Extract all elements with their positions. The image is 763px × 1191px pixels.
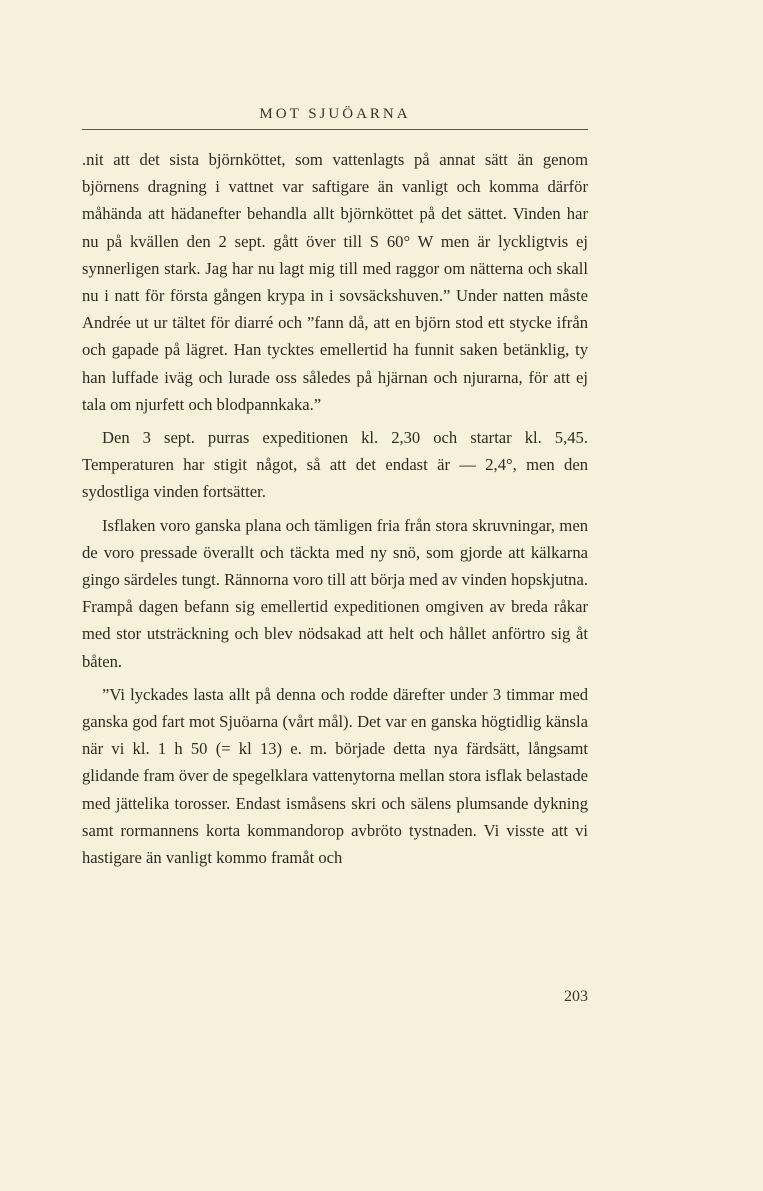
paragraph: Den 3 sept. purras expeditionen kl. 2,30 och startar kl. 5,45. Temperaturen har stigit något, så att det endast är — 2,4°, men den sydostliga vinden fortsätter. [82,428,588,502]
paragraph: Isflaken voro ganska plana och tämligen fria från stora skruvningar, men de voro pressade överallt och täckta med ny snö, som gjorde att kälkarna gingo särdeles tungt. Rännorna voro till att börja med av vinden hopskjutna. Frampå dagen befann sig emellertid expeditionen omgiven av breda råkar med stor utsträckning och blev nödsakad att helt och hållet anförtro sig åt båten. [82,515,588,671]
body-text [82,146,588,877]
running-head: MOT SJUÖARNA [259,106,411,122]
paragraph: ”Vi lyckades lasta allt på denna och rodde därefter under 3 timmar med ganska god fart mot Sjuöarna (vårt mål). Det var en ganska högtidlig känsla när vi kl. 1 h 50 (= kl 13) e. m. började detta nya färdsätt, långsamt glidande fram över de spegelklara vattenytorna mellan stora isflak belastade med jättelika torosser. Endast ismåsens skri och sälens plumsande dykning samt rormannens korta kommandorop avbröto tystnaden. Vi visste att vi hastigare än vanligt kommo framåt och [82,684,588,868]
paragraph-continuation: .nit att det sista björnköttet, som vattenlagts på annat sätt än genom björnens dragning i vattnet var saftigare än vanligt och komma därför måhända att hädanefter behandla allt björnköttet på det sättet. Vinden har nu på kvällen den 2 sept. gått över till S 60° W men är lyckligtvis ej synnerligen stark. Jag har nu lagt mig till med raggor om nätterna och skall nu i natt för första gången krypa in i sovsäckshuven.” Under natten måste Andrée ut ur tältet för diarré och ”fann då, att en björn stod ett stycke ifrån och gapade på lägret. Han tycktes emellertid ha funnit saken betänklig, ty han luffade iväg och lurade oss således på hjärnan och njurarna, för att ej tala om njurfett och blodpannkaka.” [82,150,588,414]
header-rule [82,129,588,130]
page-number: 203 [564,988,588,1005]
